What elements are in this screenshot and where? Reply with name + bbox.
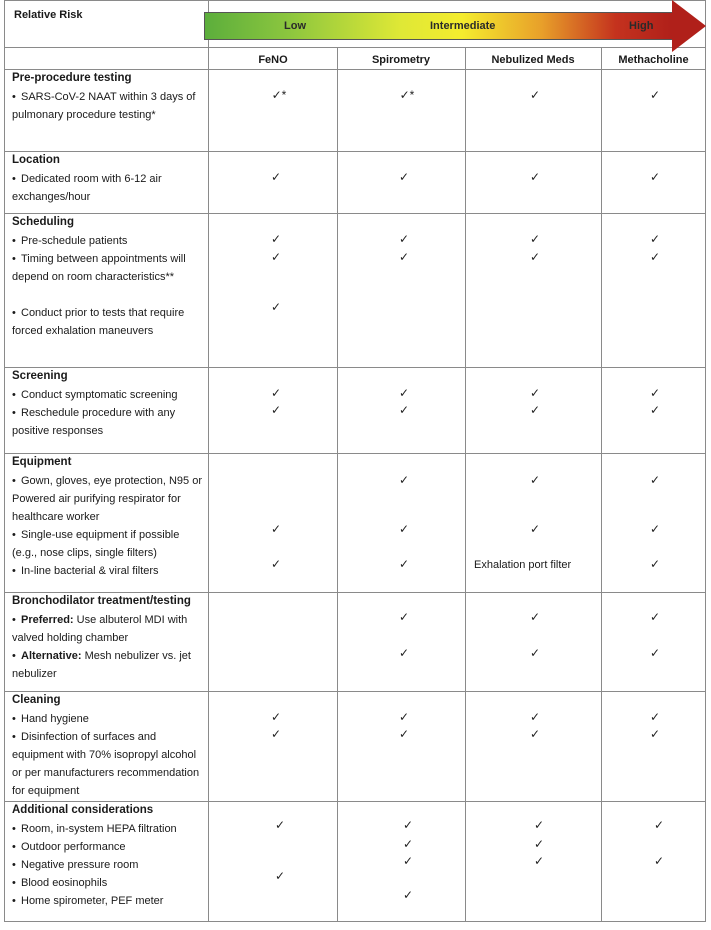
list-item: • Outdoor performance [12, 841, 126, 853]
list-item: • Alternative: Mesh nebulizer vs. jet nebulizer [12, 650, 191, 680]
check-icon: ✓ [649, 710, 661, 724]
check-icon: ✓ [398, 710, 410, 724]
list-item: • Home spirometer, PEF meter [12, 895, 164, 907]
list-item: • Hand hygiene [12, 713, 89, 725]
check-icon: ✓ [649, 557, 661, 571]
list-item: • Blood eosinophils [12, 877, 108, 889]
check-icon: ✓ [649, 386, 661, 400]
check-icon: ✓ [649, 88, 661, 102]
section-title: Equipment [12, 456, 72, 468]
scale-low-label: Low [284, 20, 306, 32]
check-icon: ✓ [398, 232, 410, 246]
check-icon: ✓ [529, 522, 541, 536]
check-icon: ✓ [529, 403, 541, 417]
check-icon: ✓ [274, 818, 286, 832]
risk-scale-arrow [204, 0, 706, 44]
check-icon: ✓ [649, 170, 661, 184]
exhalation-port-filter: Exhalation port filter [474, 559, 572, 571]
section-cleaning [4, 692, 706, 802]
list-item: • SARS-CoV-2 NAAT within 3 days of pulmonary procedure testing* [12, 91, 196, 121]
check-icon: ✓ [653, 854, 665, 868]
check-icon: ✓ [529, 232, 541, 246]
check-icon: ✓ [402, 888, 414, 902]
check-icon: ✓ [529, 710, 541, 724]
section-scheduling [4, 214, 706, 368]
scale-high-label: High [629, 20, 654, 32]
check-icon: ✓ [270, 232, 282, 246]
column-feno: FeNO [258, 54, 288, 66]
list-item: • Preferred: Use albuterol MDI with valved holding chamber [12, 614, 188, 644]
check-icon: ✓ [398, 727, 410, 741]
check-icon: ✓ [398, 557, 410, 571]
check-icon: ✓ [270, 522, 282, 536]
check-icon: ✓ [270, 250, 282, 264]
list-item: • Conduct symptomatic screening [12, 389, 178, 401]
check-icon: ✓ [529, 88, 541, 102]
check-icon: ✓ [270, 557, 282, 571]
check-icon: ✓ [398, 473, 410, 487]
check-icon: ✓ [402, 818, 414, 832]
check-icon: ✓ [529, 473, 541, 487]
check-icon: ✓ [529, 727, 541, 741]
check-icon: ✓ [402, 837, 414, 851]
section-title: Bronchodilator treatment/testing [12, 595, 191, 607]
check-icon: ✓ [533, 818, 545, 832]
check-icon: ✓ [398, 610, 410, 624]
check-icon: ✓ [533, 854, 545, 868]
check-icon: ✓ [398, 386, 410, 400]
check-icon: ✓ [398, 170, 410, 184]
check-icon: ✓ [533, 837, 545, 851]
check-icon: ✓ [270, 300, 282, 314]
list-item: • Gown, gloves, eye protection, N95 or Powered air purifying respirator for healthcare worker [12, 475, 202, 523]
column-spirometry: Spirometry [371, 54, 431, 66]
section-title: Screening [12, 370, 68, 382]
scale-intermediate-label: Intermediate [430, 20, 496, 32]
section-title: Cleaning [12, 694, 61, 706]
list-item: • Timing between appointments will depend on room characteristics** [12, 253, 186, 283]
check-icon: ✓ [649, 473, 661, 487]
list-item: • Negative pressure room [12, 859, 139, 871]
list-item: • Reschedule procedure with any positive responses [12, 407, 176, 437]
section-equipment [4, 454, 706, 593]
list-item: • Conduct prior to tests that require forced exhalation maneuvers [12, 307, 185, 337]
check-icon: ✓* [271, 88, 287, 102]
check-icon: ✓ [270, 727, 282, 741]
section-title: Pre-procedure testing [12, 72, 132, 84]
list-item: • Room, in-system HEPA filtration [12, 823, 177, 835]
check-icon: ✓ [649, 727, 661, 741]
check-icon: ✓ [649, 522, 661, 536]
check-icon: ✓ [529, 386, 541, 400]
section-location [4, 152, 706, 214]
check-icon: ✓ [649, 610, 661, 624]
check-icon: ✓ [270, 170, 282, 184]
check-icon: ✓ [274, 869, 286, 883]
check-icon: ✓ [649, 232, 661, 246]
check-icon: ✓ [529, 646, 541, 660]
section-title: Location [12, 154, 60, 166]
check-icon: ✓* [399, 88, 415, 102]
list-item: • Single-use equipment if possible (e.g., nose clips, single filters) [12, 529, 180, 559]
check-icon: ✓ [270, 403, 282, 417]
section-additional [4, 802, 706, 922]
check-icon: ✓ [529, 250, 541, 264]
check-icon: ✓ [402, 854, 414, 868]
column-nebulized-meds: Nebulized Meds [491, 54, 575, 66]
check-icon: ✓ [270, 386, 282, 400]
section-title: Scheduling [12, 216, 74, 228]
list-item: • Dedicated room with 6-12 air exchanges/hour [12, 173, 162, 203]
check-icon: ✓ [653, 818, 665, 832]
check-icon: ✓ [649, 646, 661, 660]
check-icon: ✓ [529, 170, 541, 184]
check-icon: ✓ [398, 250, 410, 264]
check-icon: ✓ [649, 250, 661, 264]
check-icon: ✓ [398, 522, 410, 536]
section-bronchodilator [4, 593, 706, 692]
arrow-head-icon [672, 0, 706, 52]
section-screening [4, 368, 706, 454]
list-item: • Disinfection of surfaces and equipment with 70% isopropyl alcohol or per manufacturers recommendation for equipment [12, 731, 200, 797]
check-icon: ✓ [529, 610, 541, 624]
relative-risk-label: Relative Risk [14, 9, 83, 21]
check-icon: ✓ [398, 646, 410, 660]
section-preprocedure [4, 70, 706, 152]
check-icon: ✓ [270, 710, 282, 724]
check-icon: ✓ [398, 403, 410, 417]
list-item: • Pre-schedule patients [12, 235, 128, 247]
check-icon: ✓ [649, 403, 661, 417]
list-item: • In-line bacterial & viral filters [12, 565, 159, 577]
section-title: Additional considerations [12, 804, 154, 816]
column-methacholine: Methacholine [618, 54, 689, 66]
